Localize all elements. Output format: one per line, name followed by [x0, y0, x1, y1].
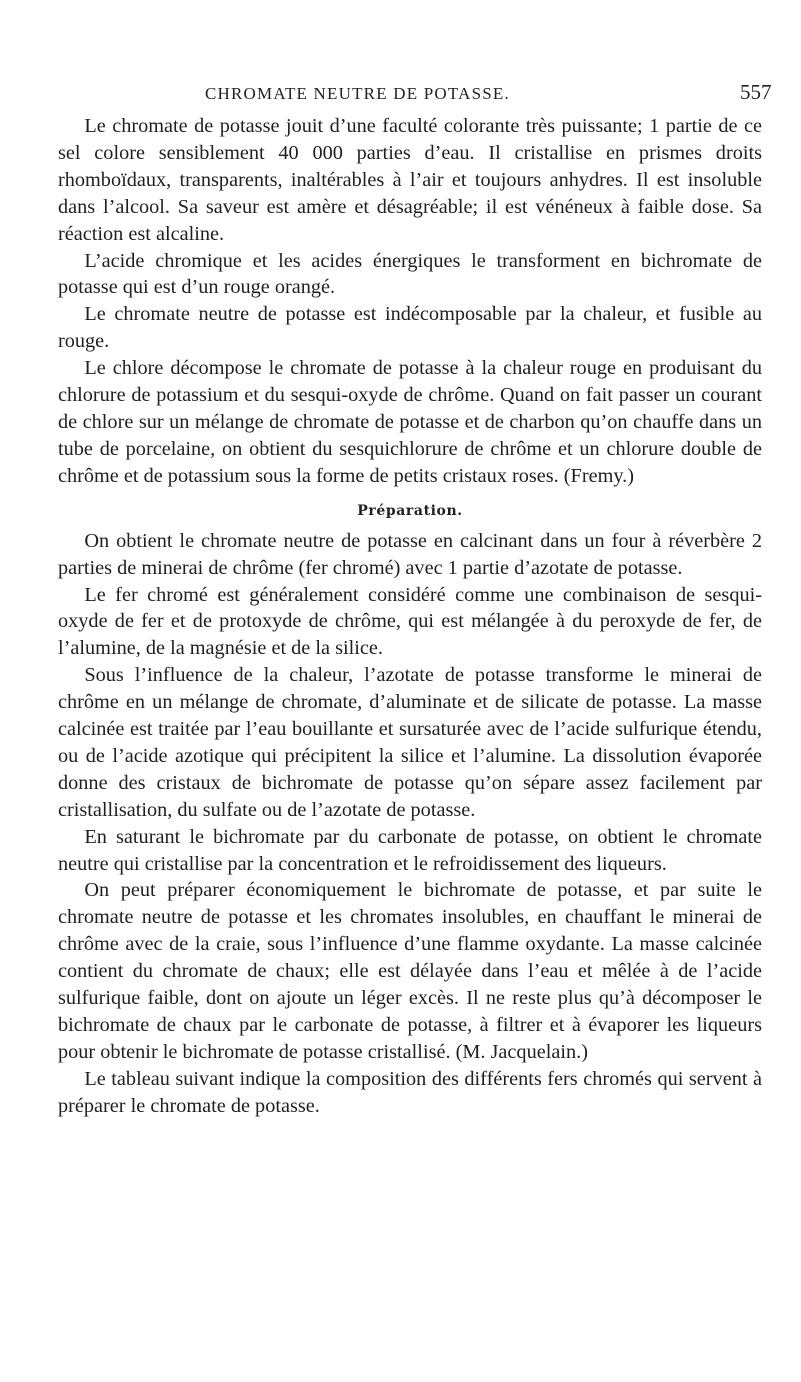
- paragraph-4: Le chlore décompose le chromate de potasse à la chaleur rouge en produisant du chlorure de potassium et du sesqui-oxyde de chrôme. Quand on fait passer un courant de chlore sur un mélange de chromate de potasse et de charbon qu’on chauffe dans un tube de porcelaine, on obtient du sesquichlorure de chrôme et un chlorure double de chrôme et de potassium sous la forme de petits cristaux roses. (Fremy.): [58, 357, 762, 487]
- body-text: [58, 113, 762, 1120]
- paragraph-9: On peut préparer économiquement le bichromate de potasse, et par suite le chromate neutre de potasse et les chromates insolubles, en chauffant le minerai de chrôme avec de la craie, sous l’influence d’une flamme oxydante. La masse calcinée contient du chromate de chaux; elle est délayée dans l’eau et mêlée à de l’acide sulfurique faible, dont on ajoute un léger excès. Il ne reste plus qu’à décomposer le bichromate de chaux par le carbonate de potasse, à filtrer et à évaporer les liqueurs pour obtenir le bichromate de potasse cristallisé. (M. Jacquelain.): [58, 879, 762, 1063]
- paragraph-1: Le chromate de potasse jouit d’une faculté colorante très puissante; 1 partie de ce sel colore sensiblement 40 000 parties d’eau. Il cristallise en prismes droits rhomboïdaux, transparents, inaltérables à l’air et toujours anhydres. Il est insoluble dans l’alcool. Sa saveur est amère et désagréable; il est vénéneux à faible dose. Sa réaction est alcaline.: [58, 115, 762, 245]
- page-number: 557: [740, 80, 772, 104]
- paragraph-7: Sous l’influence de la chaleur, l’azotate de potasse transforme le minerai de chrôme en un mélange de chromate, d’aluminate et de silicate de potasse. La masse calcinée est traitée par l’eau bouillante et sursaturée avec de l’acide sulfurique étendu, ou de l’acide azotique qui précipitent la silice et l’alumine. La dissolution évaporée donne des cristaux de bichromate de potasse qu’on sépare assez facilement par cristallisation, du sulfate ou de l’azotate de potasse.: [58, 664, 762, 821]
- running-head: CHROMATE NEUTRE DE POTASSE.: [205, 84, 510, 103]
- paragraph-2: L’acide chromique et les acides énergiques le transforment en bichromate de potasse qui est d’un rouge orangé.: [58, 249, 762, 299]
- paragraph-8: En saturant le bichromate par du carbonate de potasse, on obtient le chromate neutre qui cristallise par la concentration et le refroidissement des liqueurs.: [58, 825, 762, 875]
- paragraph-6: Le fer chromé est généralement considéré comme une combinaison de sesqui-oxyde de fer et de protoxyde de chrôme, qui est mélangée à du peroxyde de fer, de l’alumine, de la magnésie et de la silice.: [58, 583, 762, 660]
- paragraph-10: Le tableau suivant indique la composition des différents fers chromés qui servent à préparer le chromate de potasse.: [58, 1067, 762, 1117]
- paragraph-5: On obtient le chromate neutre de potasse en calcinant dans un four à réverbère 2 parties de minerai de chrôme (fer chromé) avec 1 partie d’azotate de potasse.: [58, 529, 762, 579]
- section-heading: Préparation.: [357, 502, 463, 519]
- paragraph-3: Le chromate neutre de potasse est indécomposable par la chaleur, et fusible au rouge.: [58, 303, 762, 353]
